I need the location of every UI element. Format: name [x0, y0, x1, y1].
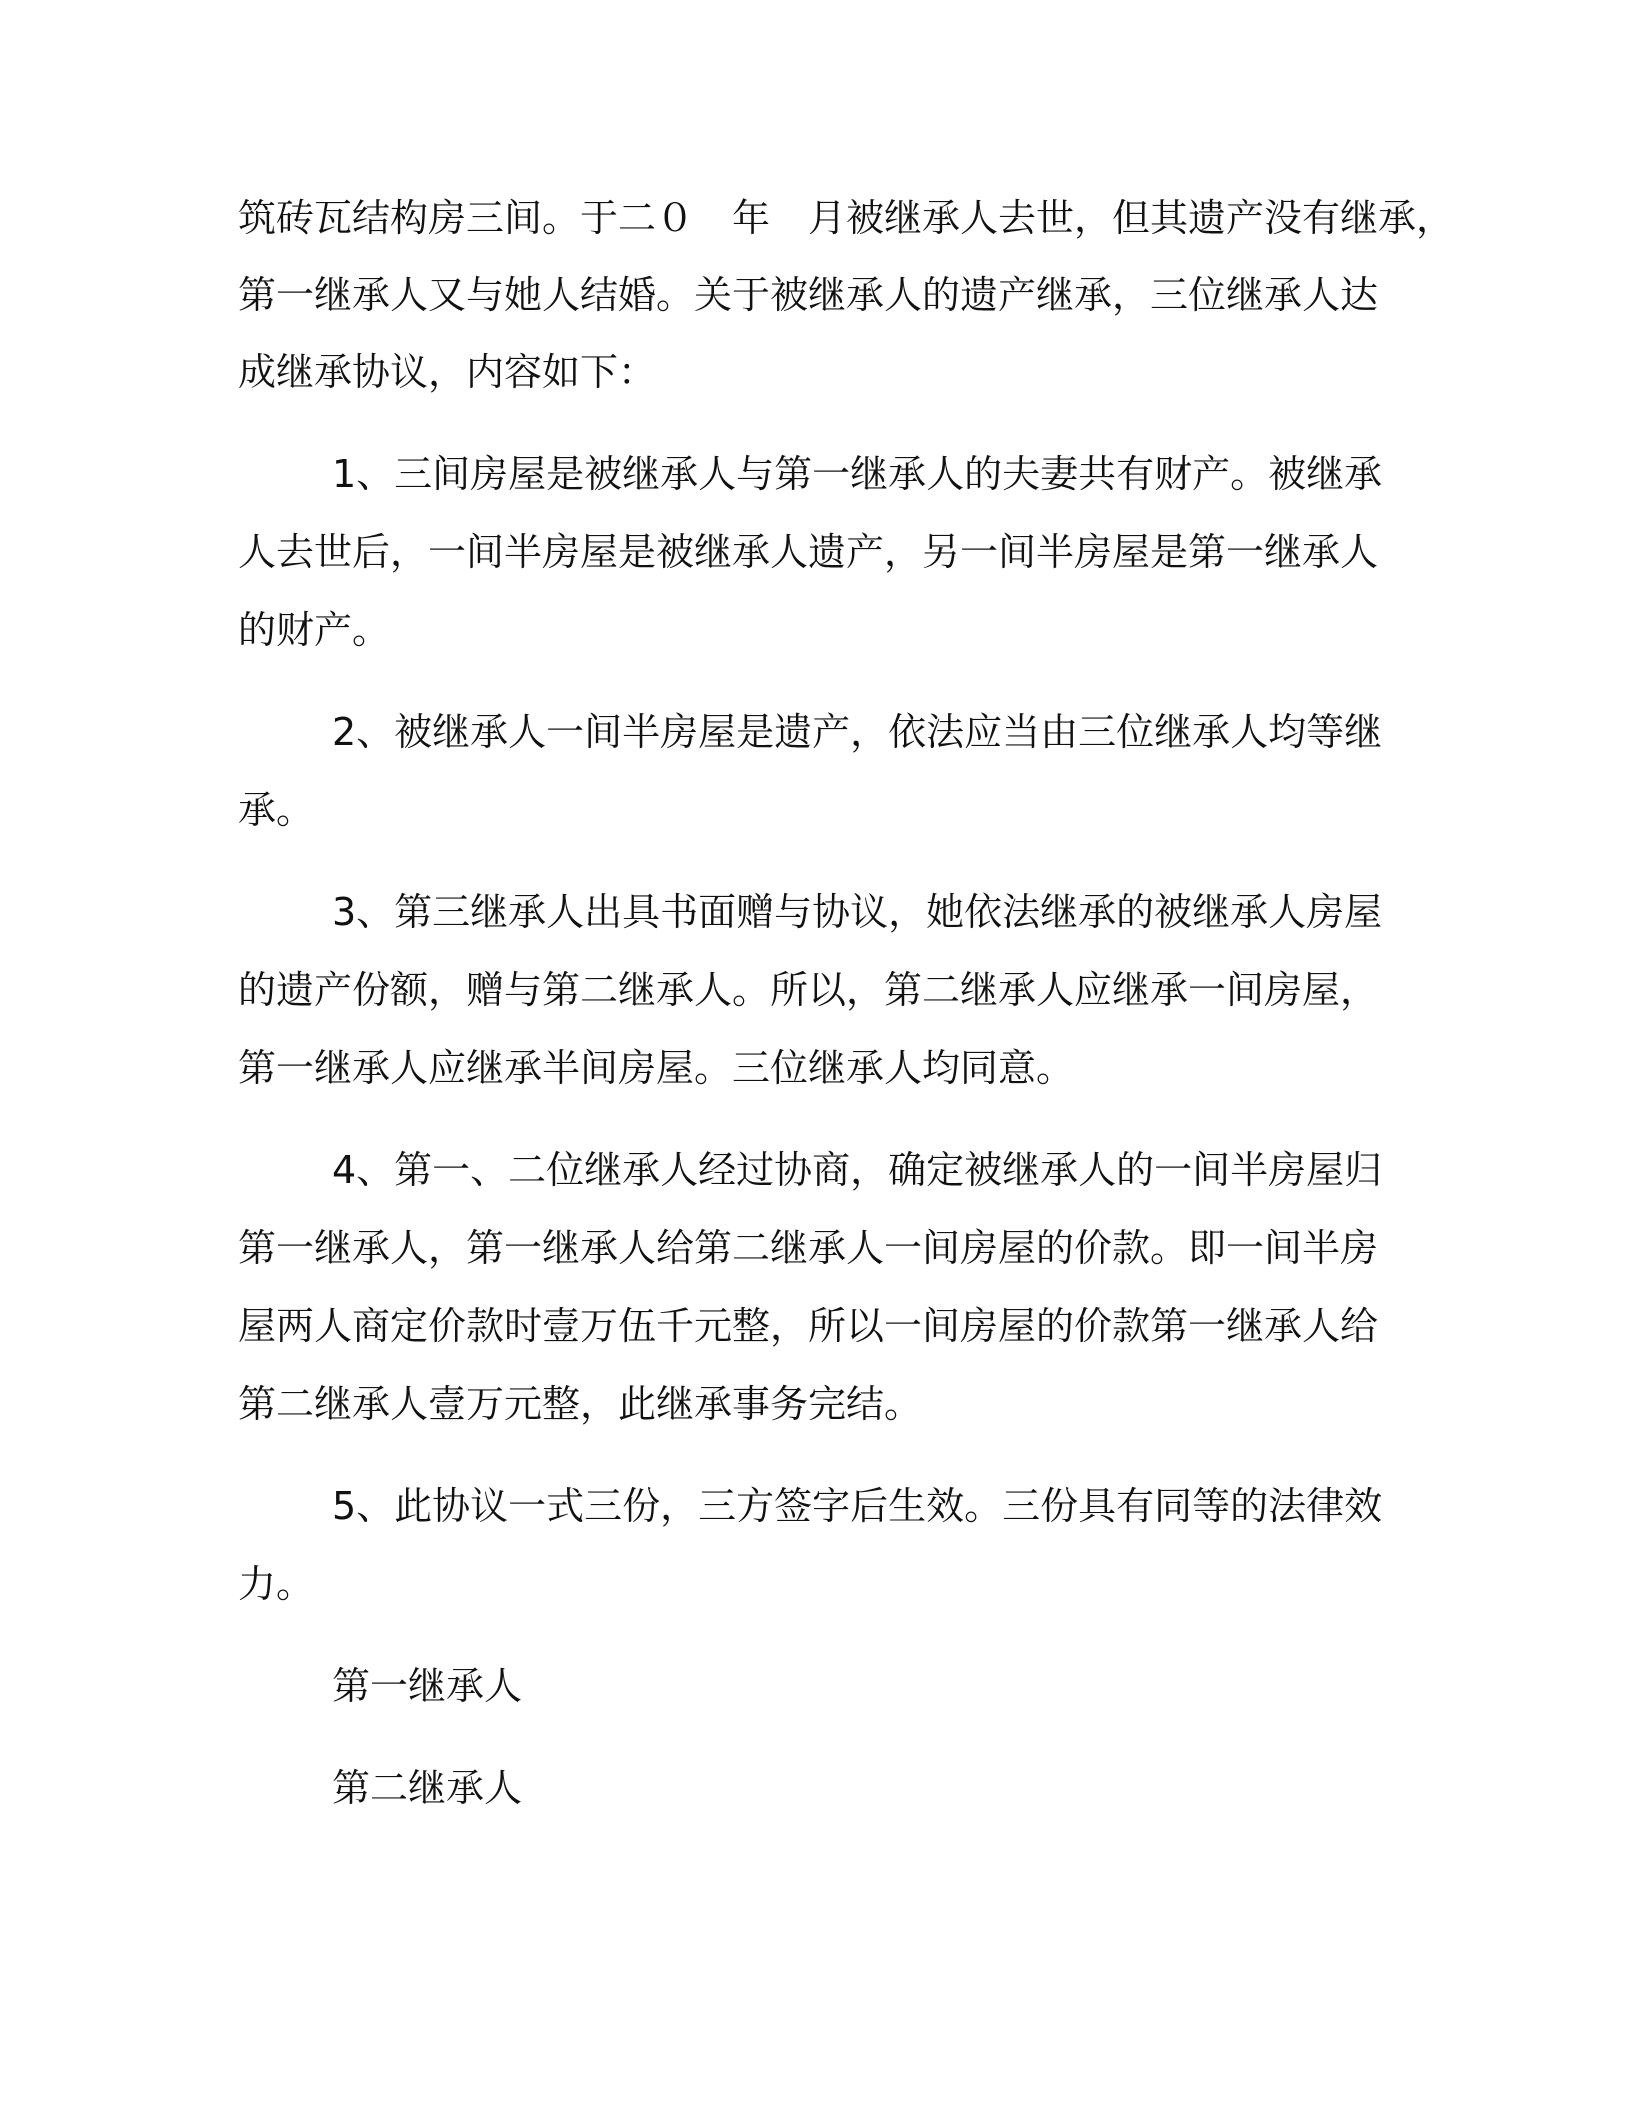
clause-1-line: 人去世后，一间半房屋是被继承人遗产，另一间半房屋是第一继承人 — [238, 530, 1379, 574]
clause-4-line: 第一继承人，第一继承人给第二继承人一间房屋的价款。即一间半房 — [238, 1226, 1379, 1270]
clause-1-line: 的财产。 — [238, 608, 391, 652]
clause-4-line: 屋两人商定价款时壹万伍千元整，所以一间房屋的价款第一继承人给 — [238, 1304, 1379, 1348]
intro-line: 第一继承人又与她人结婚。关于被继承人的遗产继承，三位继承人达 — [238, 273, 1379, 317]
clause-5-line: 力。 — [238, 1562, 315, 1606]
clause-2-line: 2、被继承人一间半房屋是遗产，依法应当由三位继承人均等继 — [332, 710, 1383, 754]
signature-first-heir: 第一继承人 — [332, 1664, 523, 1708]
clause-3-line: 的遗产份额，赠与第二继承人。所以，第二继承人应继承一间房屋， — [238, 968, 1379, 1012]
clause-2-line: 承。 — [238, 788, 315, 832]
clause-5-line: 5、此协议一式三份，三方签字后生效。三份具有同等的法律效 — [332, 1484, 1383, 1528]
intro-line: 筑砖瓦结构房三间。于二０ 年 月被继承人去世，但其遗产没有继承， — [238, 196, 1455, 240]
clause-4-line: 4、第一、二位继承人经过协商，确定被继承人的一间半房屋归 — [332, 1148, 1383, 1192]
clause-4-line: 第二继承人壹万元整，此继承事务完结。 — [238, 1382, 923, 1426]
signature-second-heir: 第二继承人 — [332, 1766, 523, 1810]
clause-3-line: 第一继承人应继承半间房屋。三位继承人均同意。 — [238, 1046, 1075, 1090]
clause-1-line: 1、三间房屋是被继承人与第一继承人的夫妻共有财产。被继承 — [332, 452, 1383, 496]
clause-3-line: 3、第三继承人出具书面赠与协议，她依法继承的被继承人房屋 — [332, 890, 1383, 934]
intro-line: 成继承协议，内容如下： — [238, 350, 657, 394]
